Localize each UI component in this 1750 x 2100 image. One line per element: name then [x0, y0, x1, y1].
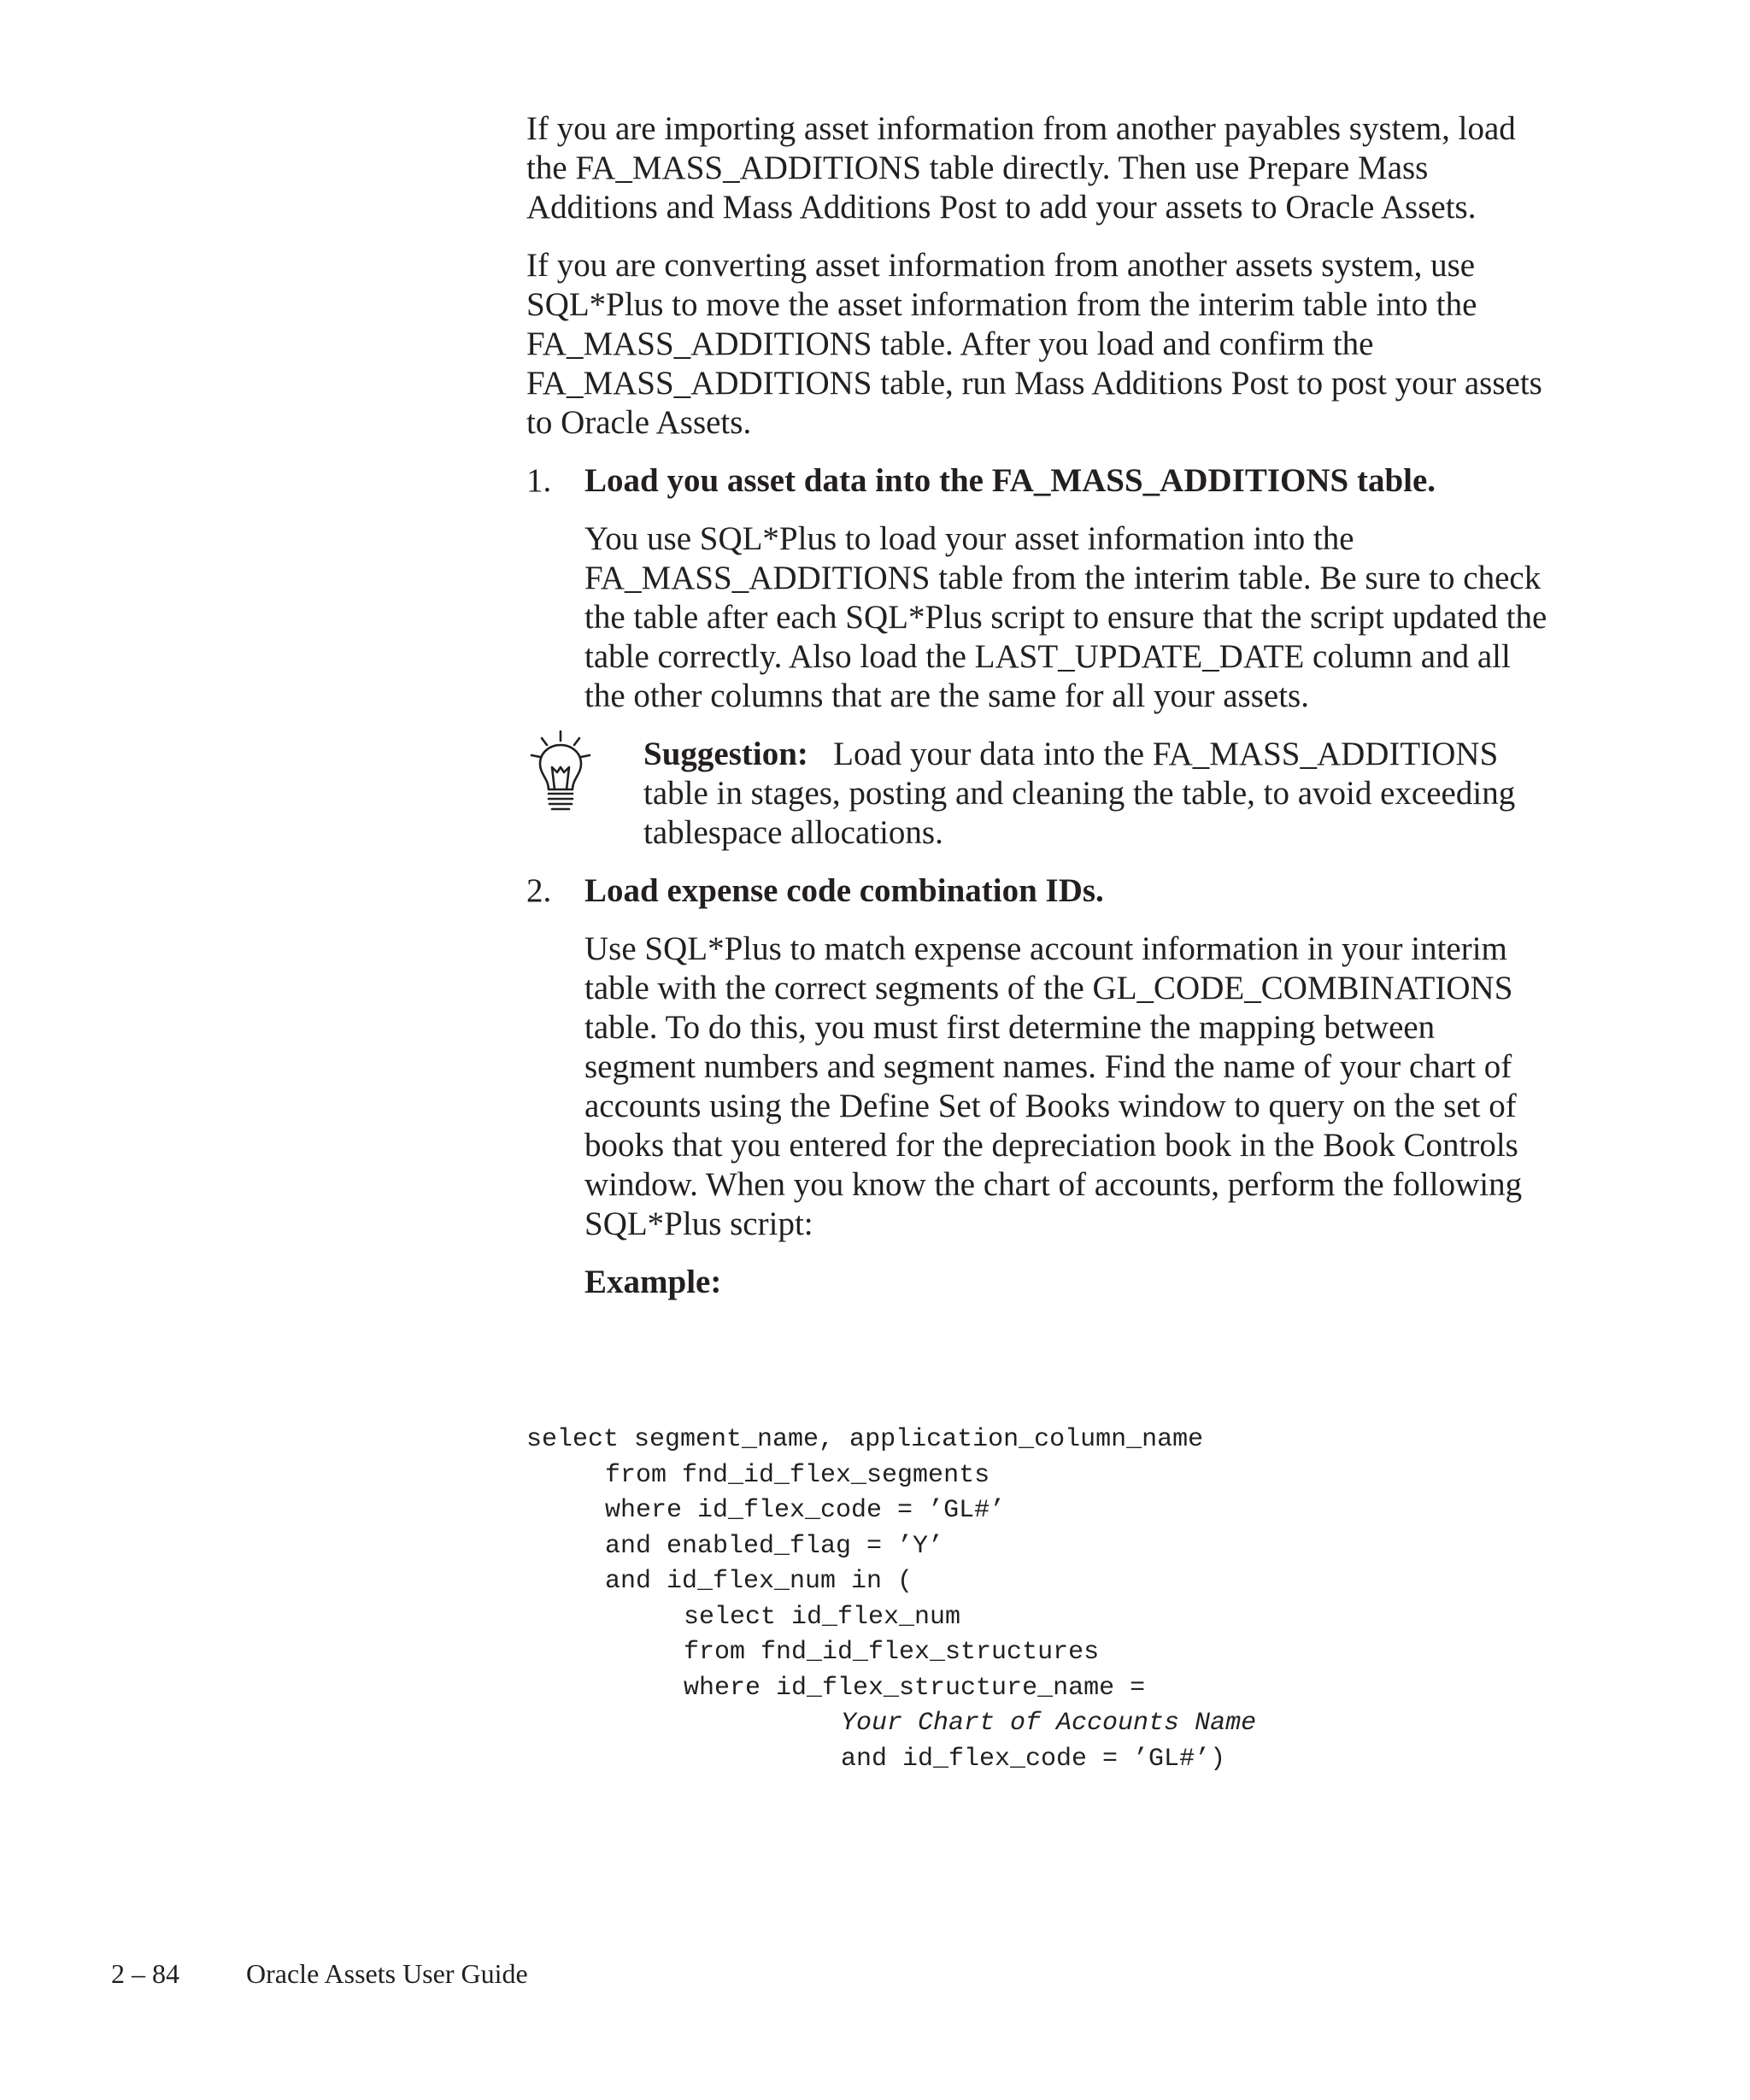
intro-paragraph-2: If you are converting asset information from another assets system, use SQL*Plus to move the asset information from the interim table into the FA_MASS_ADDITIONS table. After you load and confirm the FA_MASS_ADDITIONS table, run Mass Additions Post to post your assets to Oracle Assets.: [526, 247, 1542, 441]
code-line: where id_flex_structure_name =: [684, 1673, 1146, 1703]
sql-code-block: [526, 1422, 1256, 1777]
code-line: from fnd_id_flex_structures: [684, 1638, 1100, 1667]
code-line: select segment_name, application_column_name: [526, 1425, 1204, 1454]
chart-of-accounts-placeholder: Your Chart of Accounts Name: [841, 1709, 1257, 1738]
example-label: Example:: [584, 1264, 722, 1300]
page-footer: [111, 1956, 528, 1991]
page-number: 2 – 84: [111, 1958, 179, 1989]
step-number: 2.: [526, 872, 552, 909]
code-line-placeholder: [526, 1706, 1256, 1742]
step-title: Load you asset data into the FA_MASS_ADDITIONS table.: [584, 462, 1436, 499]
suggestion-label: Suggestion:: [643, 736, 808, 772]
code-line: and id_flex_code = ’GL#’): [841, 1744, 1226, 1774]
code-line: from fnd_id_flex_segments: [605, 1460, 990, 1490]
code-line: and enabled_flag = ’Y’: [605, 1531, 944, 1561]
book-title: Oracle Assets User Guide: [246, 1958, 528, 1989]
suggestion-text: Load your data into the FA_MASS_ADDITIONS table in stages, posting and cleaning the table, to avoid exceeding tablespace allocations.: [643, 736, 1516, 851]
step-1: [526, 461, 1552, 716]
page-content: [526, 109, 1552, 1302]
step-2: [526, 871, 1552, 1244]
step-text: Use SQL*Plus to match expense account information in your interim table with the correct segments of the GL_CODE_COMBINATIONS table. To do this, you must first determine the mapping between segment numbers and segment names. Find the name of your chart of accounts using the Define Set of Books window to query on the set of books that you entered for the depreciation book in the Book Controls window. When you know the chart of accounts, perform the following SQL*Plus script:: [584, 930, 1523, 1242]
suggestion-note: [526, 735, 1552, 853]
intro-paragraph-1: If you are importing asset information from another payables system, load the FA_MASS_ADDITIONS table directly. Then use Prepare Mass Additions and Mass Additions Post to add your assets to Oracle Assets.: [526, 110, 1516, 226]
step-number: 1.: [526, 462, 552, 499]
code-line: where id_flex_code = ’GL#’: [605, 1496, 1006, 1525]
code-line: select id_flex_num: [684, 1602, 961, 1632]
step-text: You use SQL*Plus to load your asset information into the FA_MASS_ADDITIONS table from the interim table. Be sure to check the table after each SQL*Plus script to ensure that the script updated the table correctly. Also load the LAST_UPDATE_DATE column and all the other columns that are the same for all your assets.: [584, 520, 1547, 714]
code-line: and id_flex_num in (: [605, 1567, 913, 1596]
lightbulb-icon: [526, 730, 595, 824]
step-title: Load expense code combination IDs.: [584, 872, 1104, 909]
